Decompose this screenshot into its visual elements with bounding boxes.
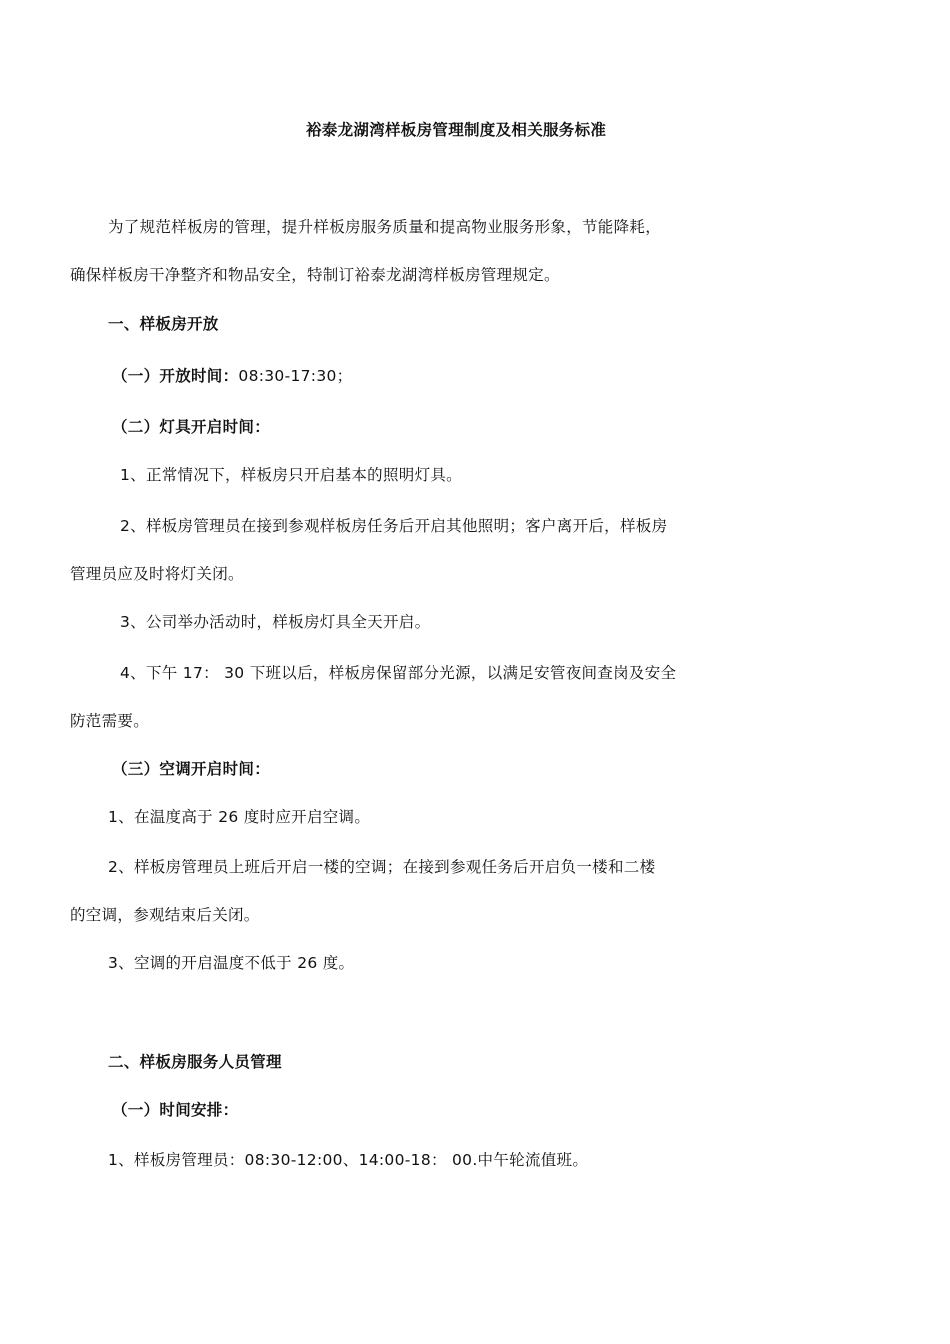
open-time [112, 366, 352, 386]
lights-item-2: 2、样板房管理员在接到参观样板房任务后开启其他照明；客户离开后，样板房 [120, 517, 668, 535]
lights-item-3: 3、公司举办活动时，样板房灯具全天开启。 [120, 613, 431, 631]
intro-line-1: 为了规范样板房的管理，提升样板房服务质量和提高物业服务形象，节能降耗， [108, 218, 662, 236]
open-time-label: （一）开放时间： [112, 367, 239, 385]
lights-heading: （二）灯具开启时间： [112, 418, 271, 436]
ac-item-1: 1、在温度高于 26 度时应开启空调。 [108, 808, 371, 826]
intro-line-2: 确保样板房干净整齐和物品安全，特制订裕泰龙湖湾样板房管理规定。 [70, 266, 560, 284]
ac-item-2-cont: 的空调，参观结束后关闭。 [70, 906, 260, 924]
lights-item-4: 4、下午 17： 30 下班以后，样板房保留部分光源，以满足安管夜间查岗及安全 [120, 664, 677, 682]
section1-heading: 一、样板房开放 [108, 315, 219, 333]
open-time-value: 08:30-17:30； [238, 367, 353, 385]
lights-item-2-cont: 管理员应及时将灯关闭。 [70, 565, 244, 583]
lights-item-1: 1、正常情况下，样板房只开启基本的照明灯具。 [120, 466, 462, 484]
ac-item-3: 3、空调的开启温度不低于 26 度。 [108, 954, 355, 972]
section2-heading: 二、样板房服务人员管理 [108, 1053, 282, 1071]
ac-item-2: 2、样板房管理员上班后开启一楼的空调；在接到参观任务后开启负一楼和二楼 [108, 858, 656, 876]
lights-item-4-cont: 防范需要。 [70, 712, 150, 730]
document-title: 裕泰龙湖湾样板房管理制度及相关服务标准 [306, 121, 607, 139]
ac-heading: （三）空调开启时间： [112, 760, 271, 778]
schedule-item-1: 1、样板房管理员：08:30-12:00、14:00-18： 00.中午轮流值班。 [108, 1151, 589, 1169]
schedule-heading: （一）时间安排： [112, 1101, 239, 1119]
